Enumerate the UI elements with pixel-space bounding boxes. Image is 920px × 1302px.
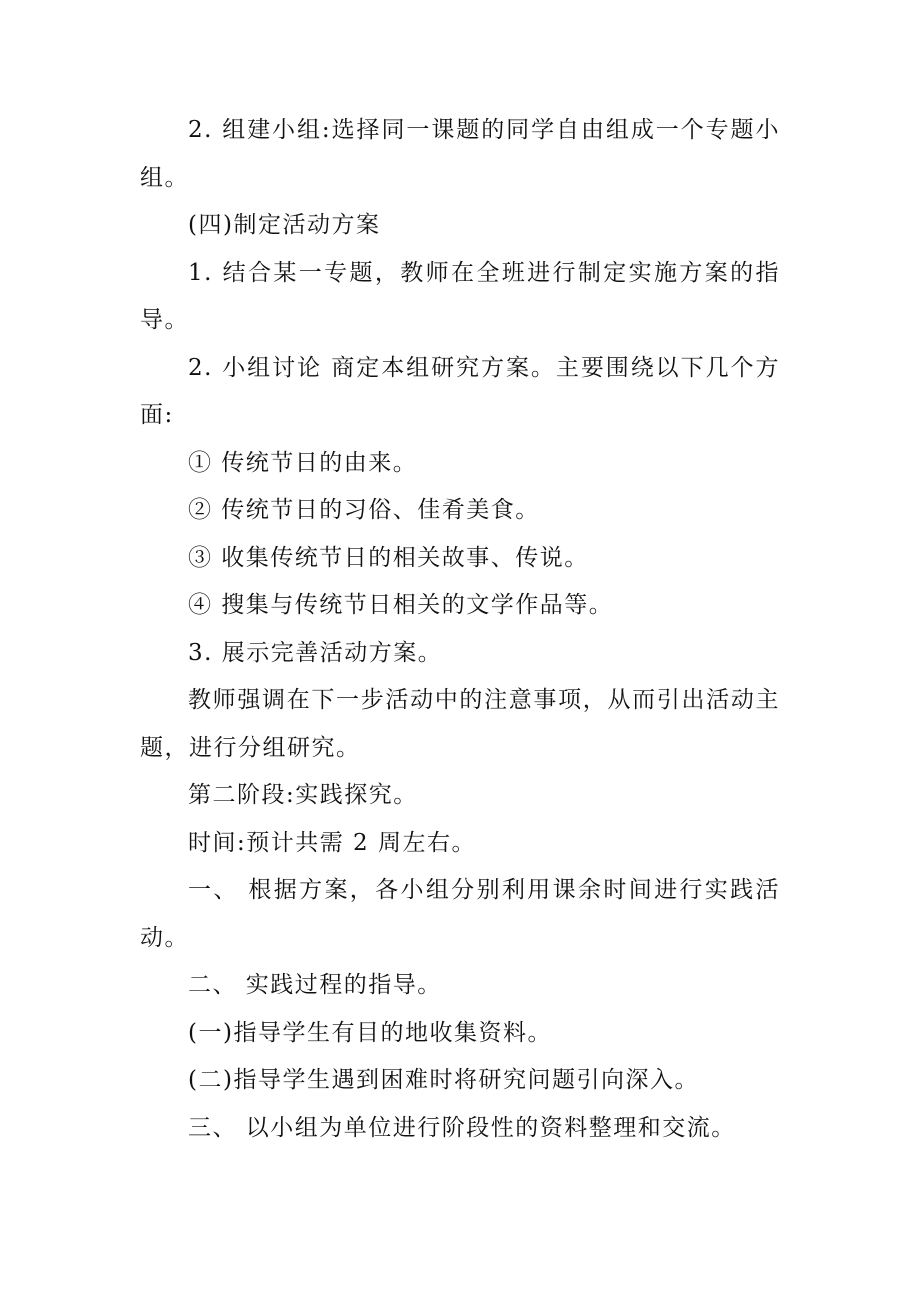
document-body — [140, 107, 780, 1152]
paragraph-time: 时间:预计共需 2 周左右。 — [188, 829, 477, 856]
list-item-origin: ① 传统节日的由来。 — [188, 449, 418, 476]
paragraph-deepen-research: (二)指导学生遇到困难时将研究问题引向深入。 — [188, 1067, 699, 1093]
paragraph-collect-materials: (一)指导学生有目的地收集资料。 — [188, 1019, 552, 1046]
paragraph-teacher-emphasis: 教师强调在下一步活动中的注意事项，从而引出活动主题，进行分组研究。 — [140, 687, 780, 761]
paragraph-practice-guidance: 二、 实践过程的指导。 — [188, 972, 442, 998]
list-item-customs: ② 传统节日的习俗、佳肴美食。 — [188, 497, 540, 523]
paragraph-group-exchange: 三、 以小组为单位进行阶段性的资料整理和交流。 — [188, 1114, 736, 1141]
list-item-literature: ④ 搜集与传统节日相关的文学作品等。 — [188, 592, 614, 618]
heading-make-plan: (四)制定活动方案 — [188, 212, 381, 238]
list-item-stories: ③ 收集传统节日的相关故事、传说。 — [188, 544, 589, 571]
paragraph-group-discussion: 2. 小组讨论 商定本组研究方案。主要围绕以下几个方面: — [140, 354, 780, 428]
paragraph-teacher-guidance: 1. 结合某一专题，教师在全班进行制定实施方案的指导。 — [140, 259, 780, 333]
paragraph-practice-activity: 一、 根据方案，各小组分别利用课余时间进行实践活动。 — [140, 877, 780, 951]
paragraph-show-plan: 3. 展示完善活动方案。 — [188, 639, 443, 666]
heading-stage-two: 第二阶段:实践探究。 — [188, 782, 418, 808]
paragraph-form-groups: 2. 组建小组:选择同一课题的同学自由组成一个专题小组。 — [140, 117, 780, 191]
